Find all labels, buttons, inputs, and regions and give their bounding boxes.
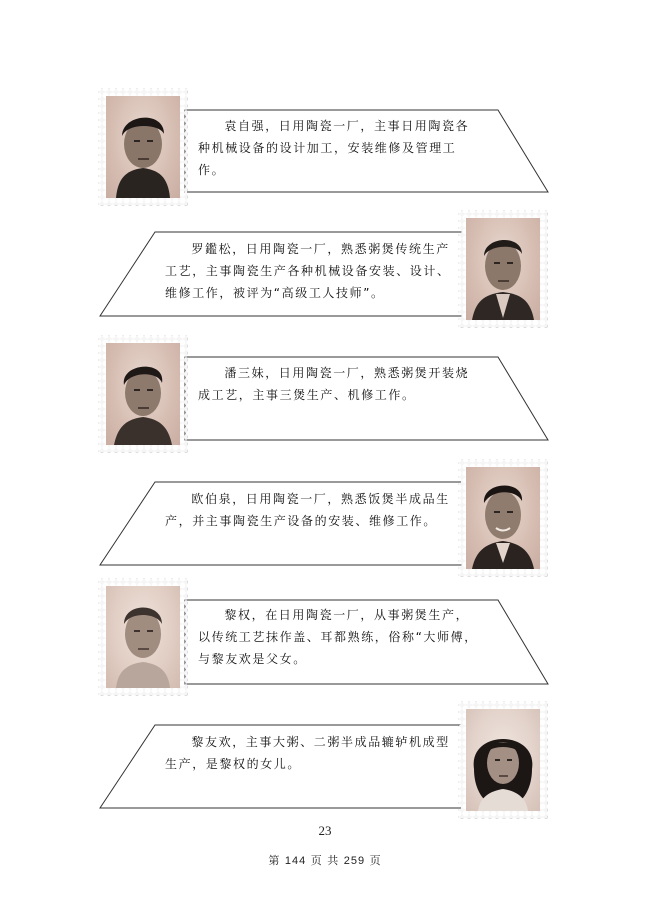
entry-text-6: 黎友欢，主事大粥、二粥半成品辘轳机成型生产，是黎权的女儿。 <box>165 735 450 771</box>
footer-total-pages: 259 <box>343 855 366 867</box>
entry-text-2: 罗鑑松，日用陶瓷一厂，熟悉粥煲传统生产工艺，主事陶瓷生产各种机械设备安装、设计、维修工作，被评为“高级工人技师”。 <box>165 242 451 300</box>
page-footer <box>0 852 650 868</box>
footer-prefix: 第 <box>268 854 281 867</box>
entry-text-5: 黎权，在日用陶瓷一厂，从事粥煲生产，以传统工艺抹作盖、耳都熟练，俗称“大师傅，与黎友欢是父女。 <box>198 608 478 666</box>
footer-current-page: 144 <box>284 855 307 867</box>
page-number: 23 <box>318 823 332 838</box>
entry-text-3: 潘三妹，日用陶瓷一厂，熟悉粥煲开装烧成工艺，主事三煲生产、机修工作。 <box>198 366 470 402</box>
entry-text-1: 袁自强，日用陶瓷一厂，主事日用陶瓷各种机械设备的设计加工，安装维修及管理工作。 <box>198 119 470 177</box>
portrait-photo-6 <box>458 701 548 819</box>
entry-text-4: 欧伯泉，日用陶瓷一厂，熟悉饭煲半成品生产，并主事陶瓷生产设备的安装、维修工作。 <box>165 492 450 528</box>
footer-middle: 页 共 <box>310 854 340 867</box>
footer-suffix: 页 <box>369 854 382 867</box>
